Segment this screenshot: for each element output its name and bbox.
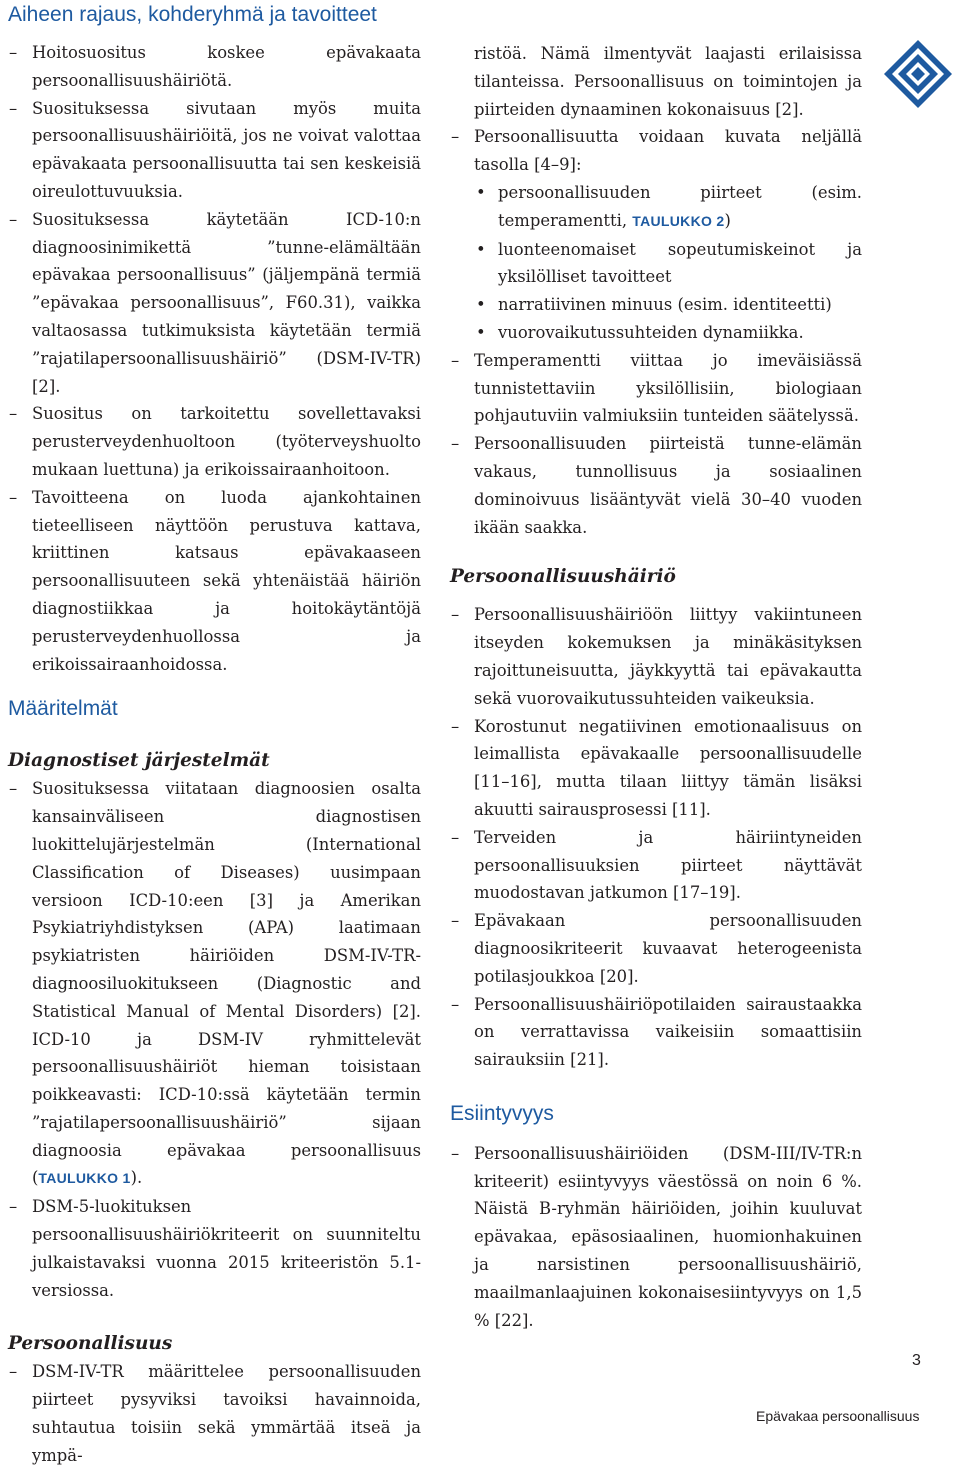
list-item: – Terveiden ja häiriintyneiden persoonallisuuksien piirteet näyttävät muodostavan jatkumon [17–19]. (450, 824, 862, 907)
list-item: – Hoitosuositus koskee epävakaata persoonallisuushäiriötä. (8, 39, 421, 95)
heading-diagnostic-systems: Diagnostiset järjestelmät (8, 750, 270, 772)
list-item: – DSM-IV-TR määrittelee persoonallisuuden piirteet pysyviksi tavoiksi havainnoida, suhtautua toisiin sekä ymmärtää itseä ja ympä- (8, 1358, 421, 1469)
heading-scope: Aiheen rajaus, kohderyhmä ja tavoitteet (8, 3, 377, 26)
bullet-text: persoonallisuuden piirteet (esim. temperamentti, (498, 182, 862, 230)
list-item-text: Suosituksessa viitataan diagnoosien osalta kansainväliseen diagnostisen luokittelujärjestelmän (International Classification of Diseases) uusimpaan versioon ICD-10:een [3] ja Amerikan Psykiatriyhdistyksen (APA) laatimaan psykiatristen häiriöiden DSM-IV-TR-diagnoosiluokitukseen (Diagnostic and Statistical Manual of Mental Disorders) [2]. ICD-10 ja DSM-IV ryhmittelevät persoonallisuushäiriöt hieman toisistaan poikkeavasti: ICD-10:ssä käytetään termin ”rajatilapersoonallisuushäiriö” sijaan diagnoosia epävakaa persoonallisuus ( (32, 779, 421, 1188)
table-reference[interactable]: TAULUKKO 1 (38, 1170, 131, 1187)
bullet-item: • luonteenomaiset sopeutumiskeinot ja yksilölliset tavoitteet (474, 236, 862, 292)
list-item: – Persoonallisuushäiriöpotilaiden sairaustaakka on verrattavissa vaikeisiin somaattisiin sairauksiin [21]. (450, 991, 862, 1074)
diamond-logo-icon (882, 38, 954, 110)
table-reference[interactable]: TAULUKKO 2 (632, 212, 725, 229)
list-item: – Epävakaan persoonallisuuden diagnoosikriteerit kuvaavat heterogeenista potilasjoukkoa [20]. (450, 907, 862, 990)
page-number: 3 (912, 1352, 921, 1369)
heading-personality-disorder: Persoonallisuushäiriö (450, 566, 676, 588)
left-column (8, 0, 421, 1470)
list-item-end: ). (130, 1168, 143, 1188)
list-item: – Persoonallisuushäiriöiden (DSM-III/IV-TR:n kriteerit) esiintyvyys väestössä on noin 6 %. Näistä B-ryhmän häiriöiden, joihin kuuluvat epävakaa, epäsosiaalinen, huomionhakuinen ja narsistinen persoonallisuushäiriö, maailmanlaajuinen kokonaisesiintyvyys on 1,5 % [22]. (450, 1140, 862, 1335)
list-item-text: Persoonallisuutta voidaan kuvata neljällä tasolla [4–9]: (474, 127, 862, 175)
list-item: – Tavoitteena on luoda ajankohtainen tieteelliseen näyttöön perustuva kattava, kriittinen katsaus epävakaaseen persoonallisuuteen sekä yhtenäistää häiriön diagnostiikkaa ja hoitokäytäntöjä perusterveydenhuollossa ja erikoissairaanhoidossa. (8, 484, 421, 679)
bullet-item (474, 179, 862, 236)
personality-continuation: ristöä. Nämä ilmentyvät laajasti erilaisissa tilanteissa. Persoonallisuus on toimintojen ja piirteiden dynaaminen kokonaisuus [2]. (474, 44, 862, 119)
list-item: – Suositus on tarkoitettu sovellettavaksi perusterveydenhuoltoon (työterveyshuolto mukaan luettuna) ja erikoissairaanhoitoon. (8, 400, 421, 483)
list-item: – Suosituksessa sivutaan myös muita persoonallisuushäiriöitä, jos ne voivat valottaa epävakaata persoonallisuutta tai sen keskeisiä oireulottuvuuksia. (8, 95, 421, 206)
list-item: – DSM-5-luokituksen persoonallisuushäiriökriteerit on suunniteltu julkaistavaksi vuonna 2015 kriteeristön 5.1-versiossa. (8, 1193, 421, 1304)
list-item: – Korostunut negatiivinen emotionaalisuus on leimallista epävakaalle persoonallisuudelle [11–16], mutta tilaan liittyy tämän lisäksi akuutti sairausprosessi [11]. (450, 713, 862, 824)
personality-list-continued (450, 123, 862, 541)
disorder-list (450, 601, 862, 1074)
diagnostic-systems-list (8, 775, 421, 1304)
personality-list (8, 1358, 421, 1469)
heading-definitions: Määritelmät (8, 697, 118, 721)
prevalence-list (450, 1140, 862, 1335)
list-item: – Temperamentti viittaa jo imeväisiässä tunnistettaviin yksilöllisiin, biologiaan pohjautuviin valmiuksiin tunteiden säätelyssä. (450, 347, 862, 430)
bullet-item: • narratiivinen minuus (esim. identiteetti) (474, 291, 862, 319)
right-column (450, 40, 862, 1334)
footer-title: Epävakaa persoonallisuus (756, 1408, 920, 1424)
heading-personality: Persoonallisuus (8, 1333, 173, 1355)
list-item (450, 123, 862, 346)
heading-prevalence: Esiintyvyys (450, 1101, 554, 1125)
list-item (8, 775, 421, 1193)
list-item: – Suosituksessa käytetään ICD-10:n diagnoosinimikettä ”tunne-elämältään epävakaa persoonallisuus” (jäljempänä termiä ”epävakaa persoonallisuus”, F60.31), vaikka valtaosassa tutkimuksista käytetään termiä ”rajatilapersoonallisuushäiriö” (DSM-IV-TR) [2]. (8, 206, 421, 401)
levels-list (474, 179, 862, 347)
list-item: – Persoonallisuushäiriöön liittyy vakiintuneen itseyden kokemuksen ja minäkäsityksen rajoittuneisuutta, jäykkyyttä tai epävakautta sekä vuorovaikutussuhteiden vaikeuksia. (450, 601, 862, 712)
list-item: – Persoonallisuuden piirteistä tunne-elämän vakaus, tunnollisuus ja sosiaalinen dominoivuus lisääntyvät vielä 30–40 vuoden ikään saakka. (450, 430, 862, 541)
bullet-end: ) (724, 210, 731, 230)
bullet-item: • vuorovaikutussuhteiden dynamiikka. (474, 319, 862, 347)
scope-list (8, 39, 421, 678)
